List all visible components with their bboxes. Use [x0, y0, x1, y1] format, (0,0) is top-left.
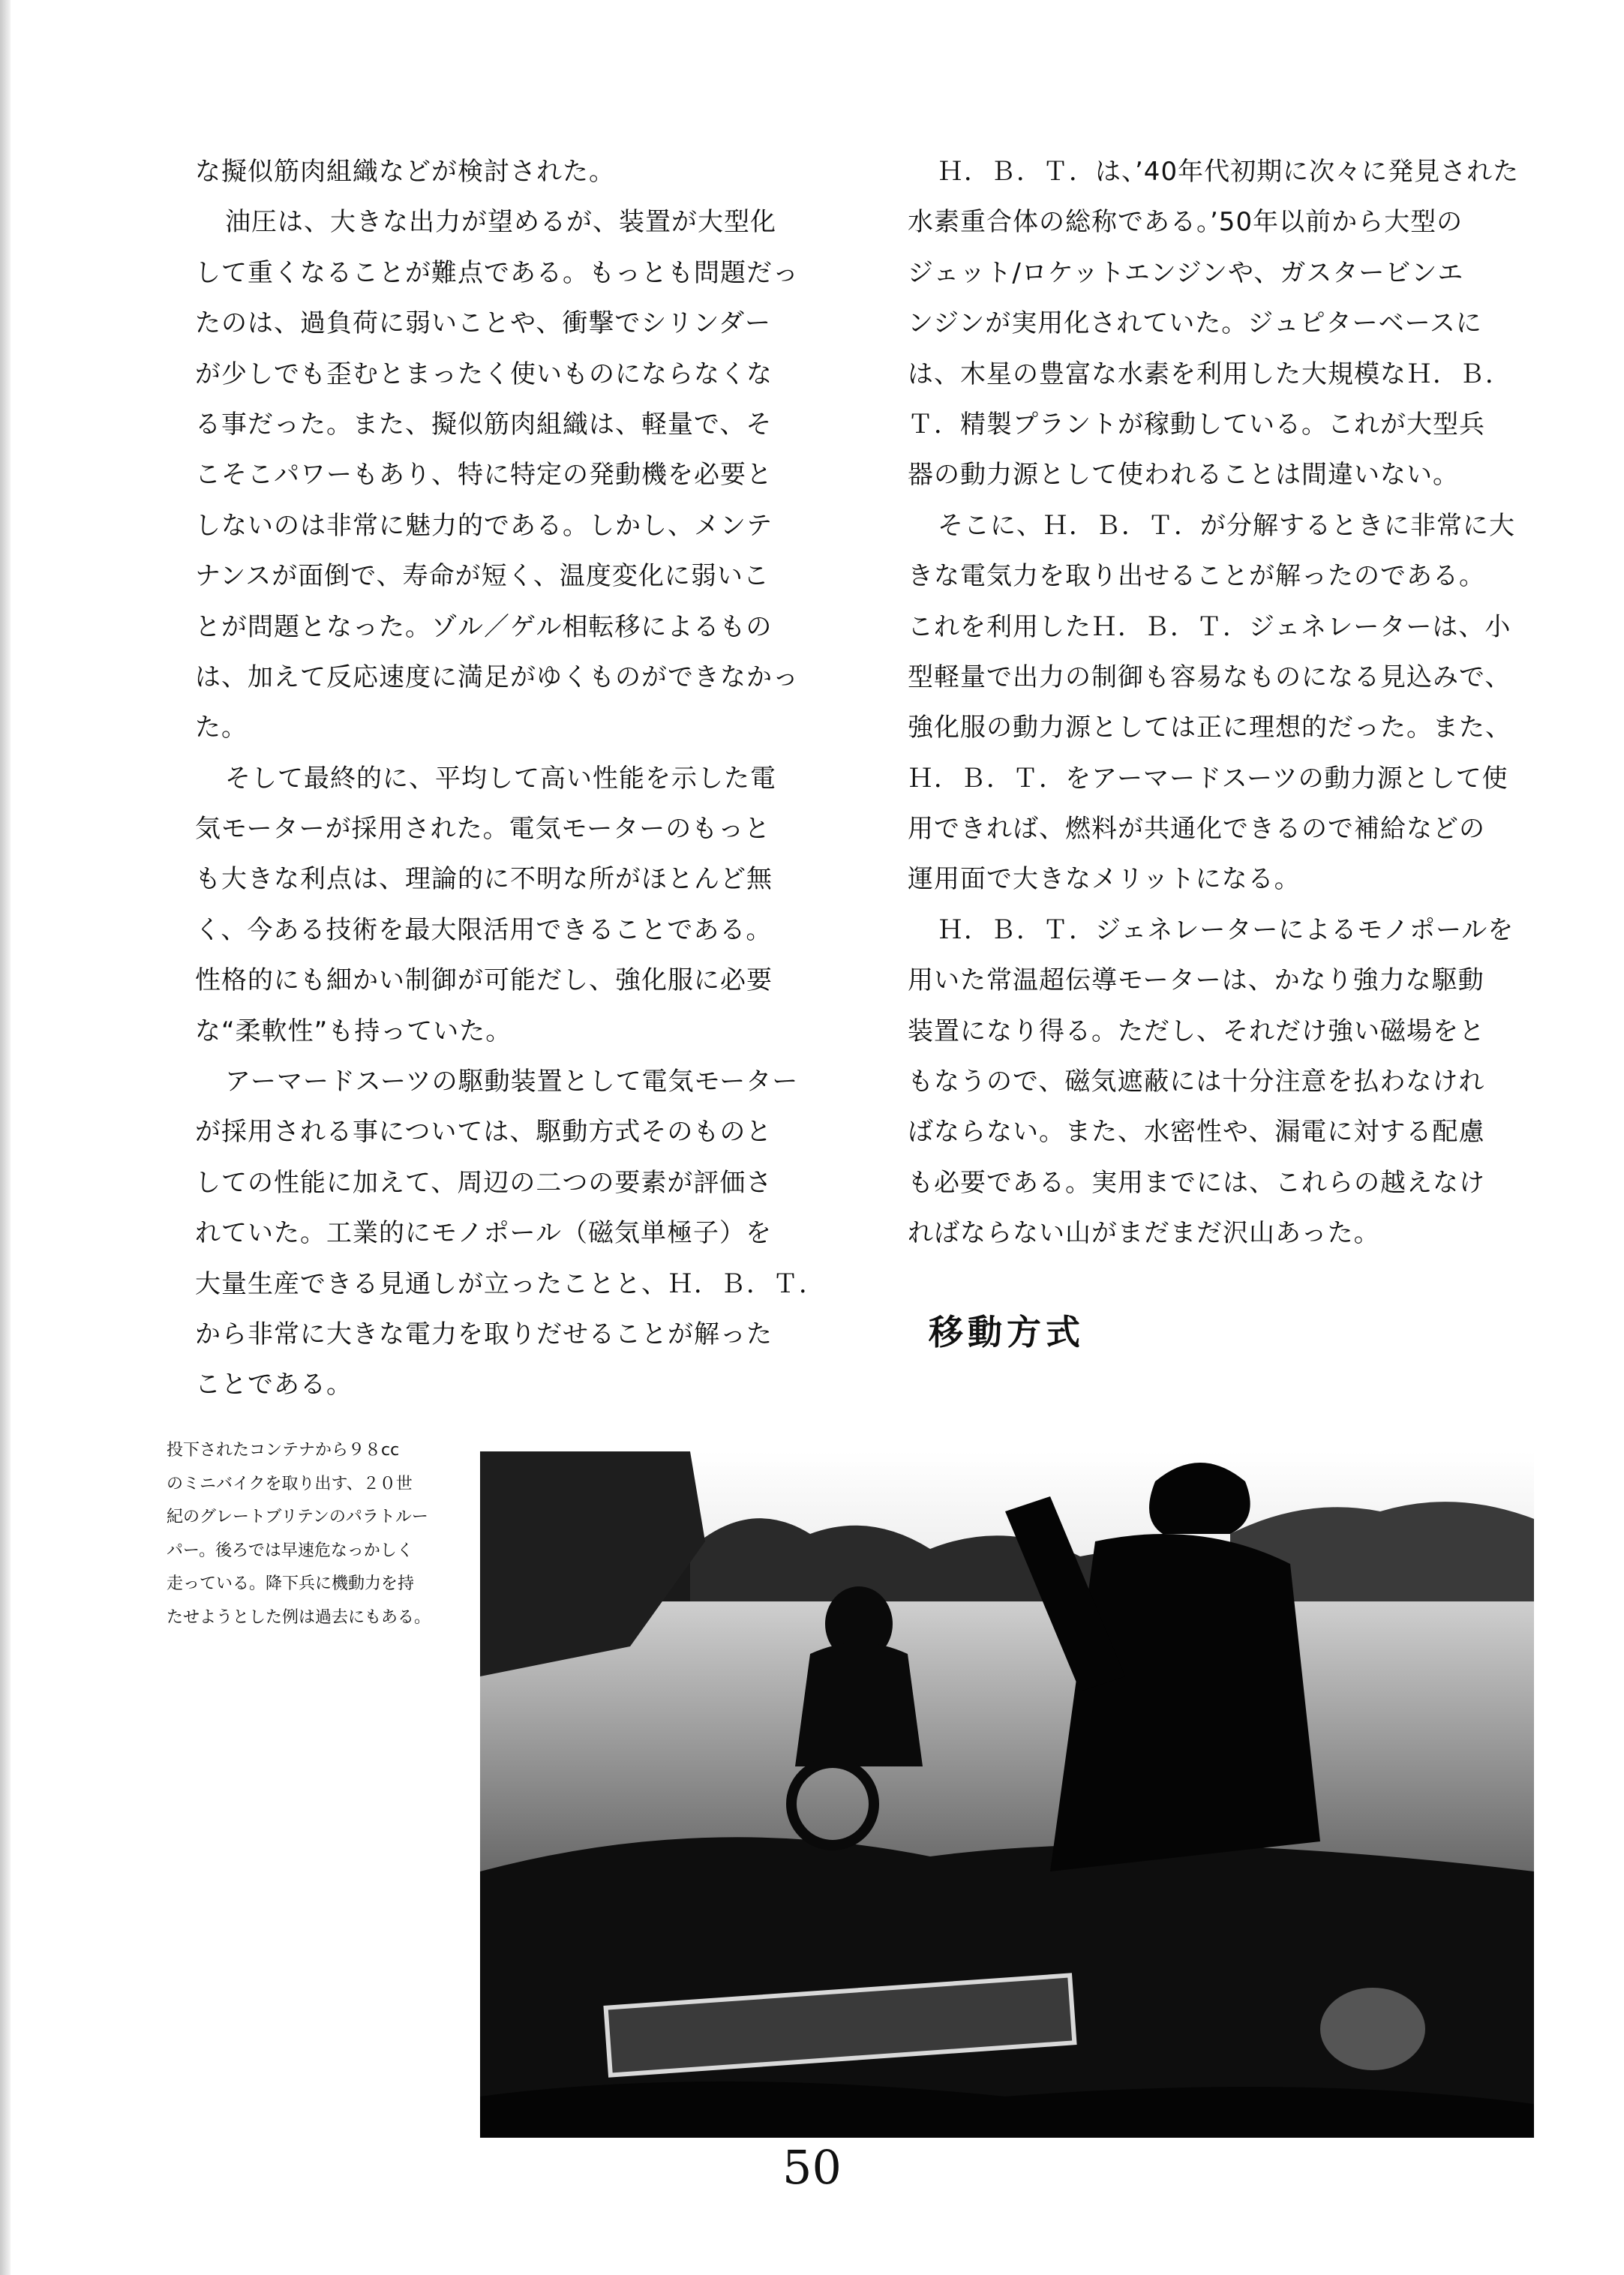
text-line: ればならない山がまだまだ沢山あった。 — [908, 1218, 1380, 1249]
text-line: そして最終的に、平均して高い性能を示した電 — [225, 763, 776, 794]
text-line: 性格的にも細かい制御が可能だし、強化服に必要 — [195, 965, 773, 996]
text-line: は、木星の豊富な水素を利用した大規模なＨ．Ｂ． — [908, 359, 1511, 389]
text-line: きな電気力を取り出せることが解ったのである。 — [908, 561, 1485, 592]
photo-illustration — [480, 1451, 1534, 2138]
text-line: も必要である。実用までには、これらの越えなけ — [908, 1167, 1485, 1198]
text-line: も大きな利点は、理論的に不明な所がほとんど無 — [195, 864, 773, 895]
text-line: そこに、Ｈ．Ｂ．Ｔ．が分解するときに非常に大 — [938, 510, 1515, 541]
left-text-column — [195, 147, 825, 1411]
text-line: から非常に大きな電力を取りだせることが解った — [195, 1319, 773, 1349]
text-line: た。 — [195, 713, 248, 743]
text-line: が少しでも歪むとまったく使いものにならなくな — [195, 359, 773, 389]
caption-line: 投下されたコンテナから９８cc — [167, 1441, 400, 1460]
text-line: 強化服の動力源としては正に理想的だった。また、 — [908, 713, 1511, 743]
caption-line: のミニバイクを取り出す、２０世 — [167, 1474, 413, 1493]
text-line: が採用される事については、駆動方式そのものと — [195, 1117, 773, 1148]
text-line: して重くなることが難点である。もっとも問題だっ — [195, 257, 799, 288]
text-line: ナンスが面倒で、寿命が短く、温度変化に弱いこ — [195, 561, 770, 592]
text-line: ジェット/ロケットエンジンや、ガスタービンエ — [908, 257, 1464, 288]
text-line: 運用面で大きなメリットになる。 — [908, 864, 1301, 895]
text-line: 気モーターが採用された。電気モーターのもっと — [195, 814, 771, 845]
text-line: しての性能に加えて、周辺の二つの要素が評価さ — [195, 1167, 773, 1198]
text-line: な擬似筋肉組織などが検討された。 — [195, 157, 615, 187]
text-line: Ｈ．Ｂ．Ｔ．は、’40年代初期に次々に発見された — [938, 157, 1520, 187]
text-line: こそこパワーもあり、特に特定の発動機を必要と — [195, 460, 773, 491]
text-line: Ｈ．Ｂ．Ｔ．ジェネレーターによるモノポールを — [938, 914, 1514, 945]
caption-line: たせようとした例は過去にもある。 — [167, 1607, 431, 1627]
text-line: 大量生産できる見通しが立ったことと、Ｈ．Ｂ．Ｔ． — [195, 1268, 825, 1299]
text-line: もなうので、磁気遮蔽には十分注意を払わなけれ — [908, 1067, 1485, 1097]
text-line: れていた。工業的にモノポール（磁気単極子）を — [195, 1218, 772, 1249]
section-heading: 移動方式 — [929, 1312, 1085, 1352]
page-edge-shadow — [0, 0, 11, 2275]
photo-paratroopers-minibike — [480, 1451, 1534, 2138]
text-line: く、今ある技術を最大限活用できることである。 — [195, 914, 773, 945]
text-line: る事だった。また、擬似筋肉組織は、軽量で、そ — [195, 409, 773, 440]
text-line: Ｈ．Ｂ．Ｔ．をアーマードスーツの動力源として使 — [908, 763, 1508, 794]
text-line: ばならない。また、水密性や、漏電に対する配慮 — [908, 1117, 1485, 1148]
text-line: とが問題となった。ゾル／ゲル相転移によるもの — [195, 611, 773, 642]
text-line: 器の動力源として使われることは間違いない。 — [908, 460, 1459, 491]
text-line: 用いた常温超伝導モーターは、かなり強力な駆動 — [908, 965, 1484, 996]
text-line: ンジンが実用化されていた。ジュピターベースに — [908, 308, 1482, 339]
text-line: 型軽量で出力の制御も容易なものになる見込みで、 — [908, 662, 1511, 692]
caption-line: パー。後ろでは早速危なっかしく — [167, 1541, 413, 1560]
photo-caption — [167, 1434, 482, 1634]
text-line: たのは、過負荷に弱いことや、衝撃でシリンダー — [195, 308, 771, 339]
text-line: は、加えて反応速度に満足がゆくものができなかっ — [195, 662, 799, 692]
text-line: これを利用したＨ．Ｂ．Ｔ．ジェネレーターは、小 — [908, 611, 1511, 642]
right-text-column — [908, 147, 1530, 1259]
text-line: 装置になり得る。ただし、それだけ強い磁場をと — [908, 1016, 1485, 1046]
text-line: 水素重合体の総称である。’50年以前から大型の — [908, 207, 1463, 238]
text-line: 用できれば、燃料が共通化できるので補給などの — [908, 814, 1485, 845]
text-line: 油圧は、大きな出力が望めるが、装置が大型化 — [225, 207, 776, 238]
text-line: Ｔ．精製プラントが稼動している。これが大型兵 — [908, 409, 1485, 440]
text-line: な“柔軟性”も持っていた。 — [195, 1016, 512, 1046]
text-line: アーマードスーツの駆動装置として電気モーター — [225, 1067, 799, 1097]
page-number: 50 — [782, 2140, 842, 2195]
text-line: しないのは非常に魅力的である。しかし、メンテ — [195, 510, 773, 541]
caption-line: 走っている。降下兵に機動力を持 — [167, 1574, 415, 1593]
text-line: ことである。 — [195, 1370, 353, 1400]
caption-line: 紀のグレートブリテンのパラトルー — [167, 1508, 428, 1526]
